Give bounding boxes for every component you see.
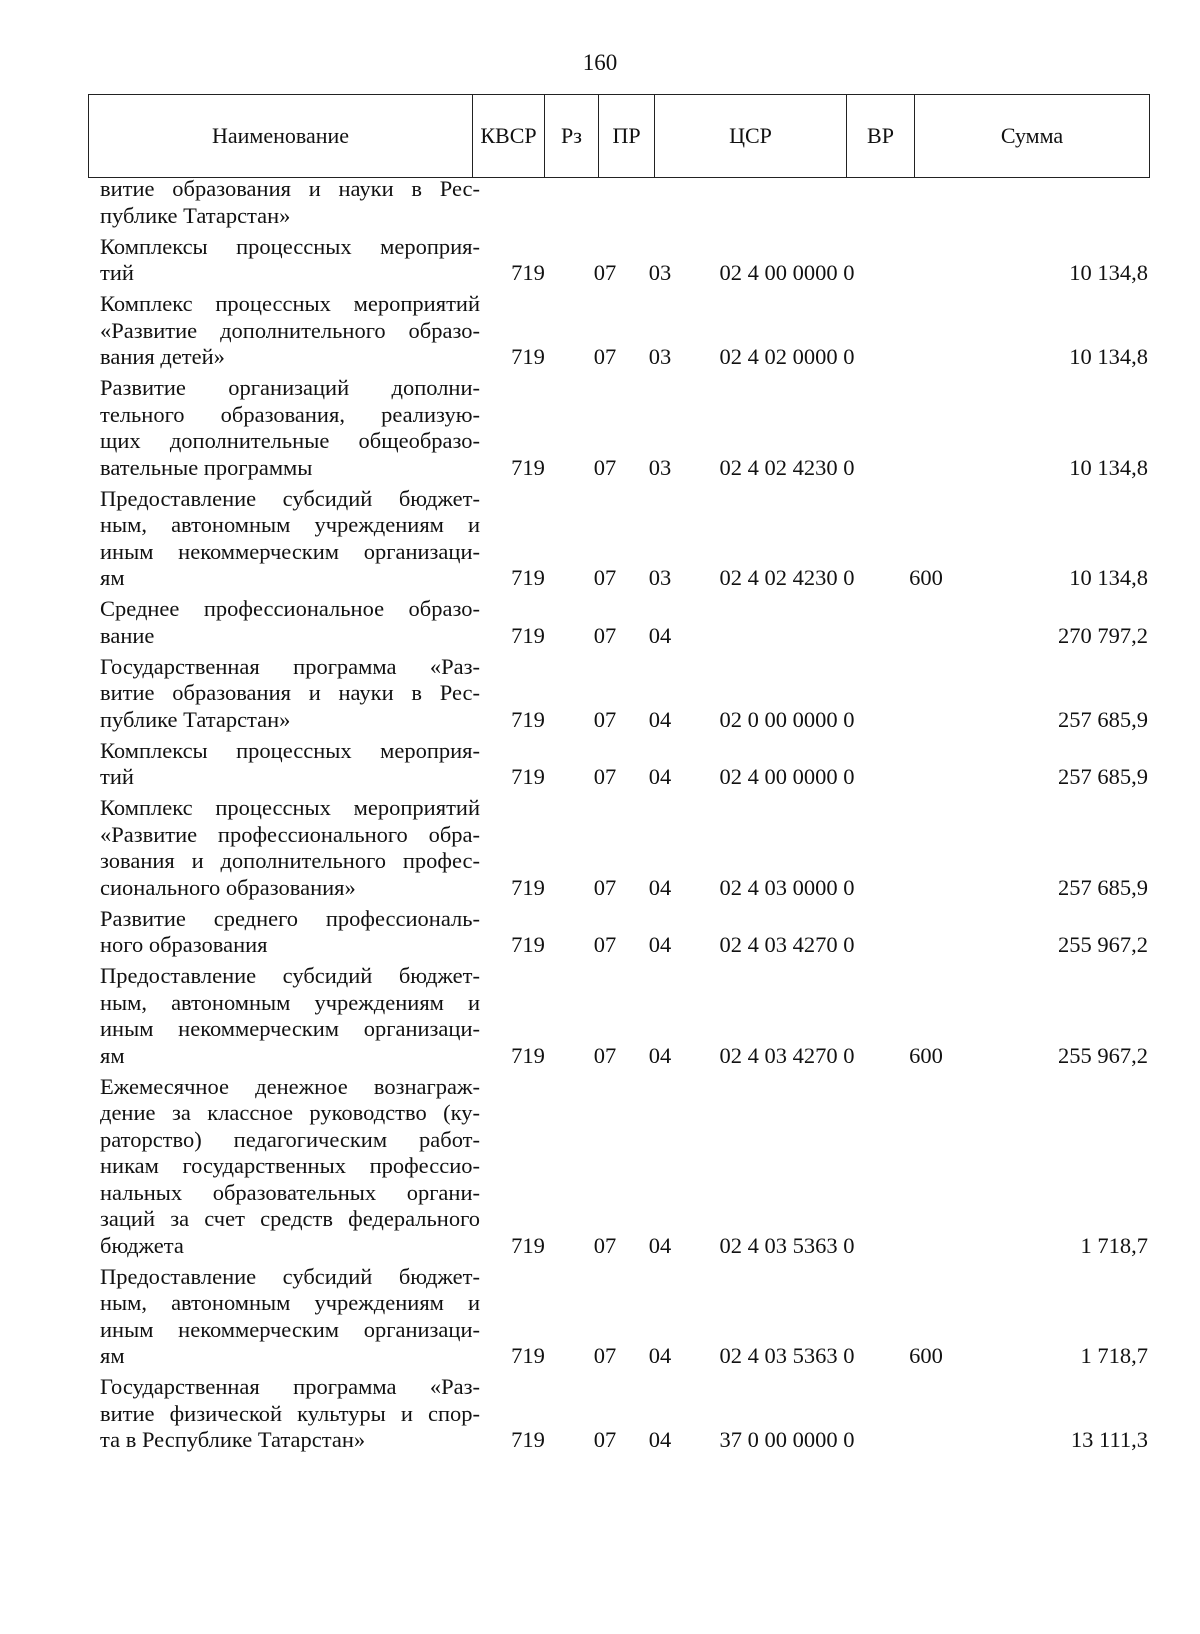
cell-pr: 04 (648, 932, 672, 957)
cell-kvsr: 719 (511, 565, 545, 590)
page-number: 160 (582, 50, 618, 75)
header-pr: ПР (599, 95, 655, 178)
row-name-line: вание (100, 622, 155, 648)
cell-csr: 37 0 00 0000 0 (719, 1427, 855, 1452)
cell-sum: 257 685,9 (1058, 764, 1148, 789)
row-name-line: витие физической культуры и спор- (100, 1400, 480, 1426)
table-row (0, 654, 1200, 734)
row-name-line: «Развитие профессионального обра- (100, 821, 480, 847)
cell-csr: 02 4 02 4230 0 (719, 454, 855, 480)
cell-rz: 07 (593, 1042, 617, 1068)
table-row (0, 906, 1200, 959)
row-name-line: ным, автономным учреждениям и (100, 989, 480, 1015)
row-name-line: вания детей» (100, 344, 225, 369)
row-name-line: ям (100, 1042, 125, 1068)
cell-kvsr: 719 (511, 1042, 545, 1068)
row-name-line: публике Татарстан» (100, 202, 291, 228)
row-name-line: бюджета (100, 1232, 184, 1258)
cell-vr: 600 (909, 565, 943, 590)
row-name-line: заций за счет средств федерального (100, 1206, 480, 1231)
cell-kvsr: 719 (511, 260, 545, 285)
cell-pr: 04 (648, 622, 672, 648)
row-name-line: никам государственных профессио- (100, 1153, 480, 1178)
cell-csr: 02 4 02 0000 0 (719, 344, 855, 369)
cell-rz: 07 (593, 764, 617, 789)
cell-rz: 07 (593, 344, 617, 369)
cell-kvsr: 719 (511, 454, 545, 480)
cell-kvsr: 719 (511, 1343, 545, 1368)
header-sum: Сумма (915, 95, 1150, 178)
cell-rz: 07 (593, 565, 617, 590)
row-name-line: Предоставление субсидий бюджет- (100, 485, 480, 511)
row-name-line: Среднее профессиональное образо- (100, 596, 480, 621)
cell-kvsr: 719 (511, 622, 545, 648)
cell-csr: 02 4 03 4270 0 (719, 1042, 855, 1068)
row-name-line: сионального образования» (100, 874, 356, 900)
header-vr: ВР (847, 95, 915, 178)
header-rz: Рз (545, 95, 599, 178)
cell-csr: 02 4 02 4230 0 (719, 565, 855, 590)
table-header (88, 94, 1150, 178)
row-name-line: ям (100, 1343, 125, 1368)
cell-csr: 02 4 00 0000 0 (719, 260, 855, 285)
row-name-line: Предоставление субсидий бюджет- (100, 1263, 480, 1289)
cell-kvsr: 719 (511, 706, 545, 732)
cell-pr: 03 (648, 344, 672, 369)
table-row (0, 291, 1200, 371)
cell-pr: 03 (648, 565, 672, 590)
cell-csr: 02 4 00 0000 0 (719, 764, 855, 789)
row-name-line: Комплексы процессных мероприя- (100, 737, 480, 763)
row-name-line: Комплекс процессных мероприятий (100, 291, 480, 316)
row-name-line: вательные программы (100, 454, 313, 480)
cell-sum: 13 111,3 (1070, 1427, 1148, 1452)
cell-csr: 02 4 03 5363 0 (719, 1343, 855, 1368)
cell-sum: 255 967,2 (1058, 1042, 1148, 1068)
cell-rz: 07 (593, 932, 617, 957)
row-name-line: Развитие организаций дополни- (100, 375, 480, 400)
row-name-line: ным, автономным учреждениям и (100, 512, 480, 537)
row-name-line: раторство) педагогическим работ- (100, 1126, 480, 1152)
row-name-line: тельного образования, реализую- (100, 401, 480, 427)
row-name-line: зования и дополнительного профес- (100, 848, 480, 873)
table-row (0, 596, 1200, 649)
cell-rz: 07 (593, 1427, 617, 1452)
table-row (0, 1074, 1200, 1260)
cell-rz: 07 (593, 622, 617, 648)
cell-pr: 04 (648, 1042, 672, 1068)
cell-kvsr: 719 (511, 932, 545, 957)
table-row (0, 795, 1200, 901)
header-csr: ЦСР (655, 95, 847, 178)
row-name-line: тий (100, 260, 134, 285)
header-kvsr: КВСР (473, 95, 545, 178)
cell-pr: 04 (648, 1343, 672, 1368)
cell-rz: 07 (593, 706, 617, 732)
row-name-line: Государственная программа «Раз- (100, 653, 480, 679)
row-name-line: ям (100, 565, 125, 590)
cell-rz: 07 (593, 874, 617, 900)
cell-pr: 03 (648, 454, 672, 480)
table-row (0, 234, 1200, 287)
row-name-line: Предоставление субсидий бюджет- (100, 963, 480, 988)
cell-pr: 04 (648, 1232, 672, 1258)
cell-pr: 03 (648, 260, 672, 285)
cell-rz: 07 (593, 1232, 617, 1258)
row-name-line: дение за классное руководство (ку- (100, 1100, 480, 1125)
row-name-line: иным некоммерческим организаци- (100, 538, 480, 564)
table-row (0, 738, 1200, 791)
row-name-line: ного образования (100, 932, 268, 957)
row-name-line: та в Республике Татарстан» (100, 1427, 366, 1452)
row-name-line: витие образования и науки в Рес- (100, 176, 480, 201)
table-row (0, 963, 1200, 1069)
cell-csr: 02 4 03 4270 0 (719, 932, 855, 957)
cell-pr: 04 (648, 706, 672, 732)
header-name: Наименование (89, 95, 473, 178)
row-name-line: тий (100, 764, 134, 789)
row-name-line: иным некоммерческим организаци- (100, 1016, 480, 1041)
cell-csr: 02 0 00 0000 0 (719, 706, 855, 732)
cell-sum: 1 718,7 (1080, 1232, 1148, 1258)
cell-rz: 07 (593, 1343, 617, 1368)
row-name-line: Комплекс процессных мероприятий (100, 795, 480, 820)
row-name-line: витие образования и науки в Рес- (100, 680, 480, 705)
table-row (0, 1374, 1200, 1454)
row-name-line: Ежемесячное денежное вознаграж- (100, 1073, 480, 1099)
cell-sum: 270 797,2 (1058, 622, 1148, 648)
row-name-line: Государственная программа «Раз- (100, 1374, 480, 1399)
table-row (0, 176, 1200, 229)
row-name-line: ным, автономным учреждениям и (100, 1290, 480, 1315)
cell-csr: 02 4 03 5363 0 (719, 1232, 855, 1258)
row-name (100, 1074, 480, 1260)
row-name-line: Комплексы процессных мероприя- (100, 233, 480, 259)
cell-kvsr: 719 (511, 874, 545, 900)
cell-kvsr: 719 (511, 1427, 545, 1452)
table-row (0, 486, 1200, 592)
cell-sum: 255 967,2 (1058, 932, 1148, 957)
cell-rz: 07 (593, 260, 617, 285)
row-name-line: щих дополнительные общеобразо- (100, 428, 480, 453)
cell-kvsr: 719 (511, 1232, 545, 1258)
row-name-line: публике Татарстан» (100, 706, 291, 732)
cell-rz: 07 (593, 454, 617, 480)
cell-sum: 10 134,8 (1069, 260, 1148, 285)
cell-sum: 1 718,7 (1080, 1343, 1148, 1368)
row-name-line: нальных образовательных органи- (100, 1179, 480, 1205)
cell-pr: 04 (648, 874, 672, 900)
row-name-line: «Развитие дополнительного образо- (100, 317, 480, 343)
table-body (0, 176, 1200, 1458)
table-row (0, 1264, 1200, 1370)
cell-pr: 04 (648, 764, 672, 789)
cell-sum: 10 134,8 (1069, 565, 1148, 590)
cell-csr: 02 4 03 0000 0 (719, 874, 855, 900)
cell-sum: 10 134,8 (1069, 454, 1148, 480)
cell-kvsr: 719 (511, 764, 545, 789)
row-name-line: Развитие среднего профессиональ- (100, 905, 480, 931)
cell-kvsr: 719 (511, 344, 545, 369)
row-name-line: иным некоммерческим организаци- (100, 1316, 480, 1342)
cell-vr: 600 (909, 1343, 943, 1368)
cell-pr: 04 (648, 1427, 672, 1452)
table-row (0, 375, 1200, 481)
cell-sum: 10 134,8 (1069, 344, 1148, 369)
cell-sum: 257 685,9 (1058, 706, 1148, 732)
cell-vr: 600 (909, 1042, 943, 1068)
cell-sum: 257 685,9 (1058, 874, 1148, 900)
